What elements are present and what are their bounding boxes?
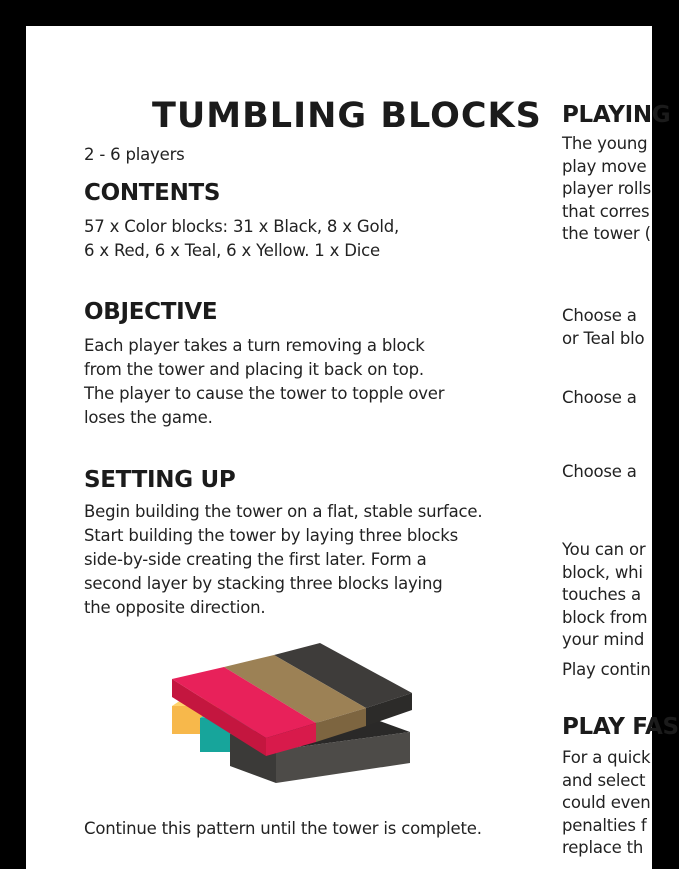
setting-up-line: side-by-side creating the first later. Form a: [84, 550, 427, 569]
play-fast-line: and select: [562, 770, 646, 790]
play-fast-text: [562, 746, 650, 859]
objective-heading: OBJECTIVE: [84, 299, 218, 325]
playing-line: The young: [562, 134, 648, 153]
setting-up-line: the opposite direction.: [84, 598, 266, 617]
objective-line: from the tower and placing it back on top.: [84, 360, 424, 379]
play-continues: Play contin: [562, 660, 651, 679]
objective-line: The player to cause the tower to topple over: [84, 384, 445, 403]
block-stack-illustration: [26, 26, 652, 869]
play-fast-line: penalties f: [562, 815, 647, 835]
playing-heading: PLAYING: [562, 102, 671, 128]
play-fast-line: could even: [562, 793, 651, 812]
playing-line: player rolls: [562, 179, 651, 198]
playing-line: the tower (: [562, 224, 651, 243]
playing-line: that corres: [562, 201, 650, 221]
play-fast-line: replace th: [562, 838, 644, 857]
choose-line: Choose a: [562, 306, 637, 325]
removal-line: block, whi: [562, 562, 643, 582]
objective-line: Each player takes a turn removing a block: [84, 336, 425, 355]
contents-line: 57 x Color blocks: 31 x Black, 8 x Gold,: [84, 217, 400, 236]
removal-line: touches a: [562, 585, 641, 604]
footer-note: Continue this pattern until the tower is complete.: [84, 819, 482, 838]
choose-line: or Teal blo: [562, 328, 645, 348]
removal-rules: [562, 538, 647, 651]
play-fast-heading: PLAY FAS: [562, 714, 679, 740]
setting-up-line: Begin building the tower on a flat, stable surface.: [84, 502, 483, 521]
removal-line: your mind: [562, 630, 645, 649]
contents-heading: CONTENTS: [84, 180, 221, 206]
page-title: TUMBLING BLOCKS: [152, 96, 542, 136]
playing-line: play move: [562, 156, 647, 176]
playing-intro: [562, 132, 651, 245]
contents-line: 6 x Red, 6 x Teal, 6 x Yellow. 1 x Dice: [84, 241, 380, 260]
player-count: 2 - 6 players: [84, 145, 185, 164]
choose-rule-3: Choose a: [562, 462, 637, 481]
objective-line: loses the game.: [84, 408, 213, 427]
choose-rule-2: Choose a: [562, 388, 637, 407]
play-fast-line: For a quick: [562, 748, 651, 767]
setting-up-line: Start building the tower by laying three blocks: [84, 526, 459, 545]
setting-up-heading: SETTING UP: [84, 467, 236, 493]
removal-line: block from: [562, 607, 648, 627]
choose-rule-1: [562, 304, 644, 349]
removal-line: You can or: [562, 540, 646, 559]
rules-page: [26, 26, 679, 869]
setting-up-line: second layer by stacking three blocks laying: [84, 574, 443, 593]
